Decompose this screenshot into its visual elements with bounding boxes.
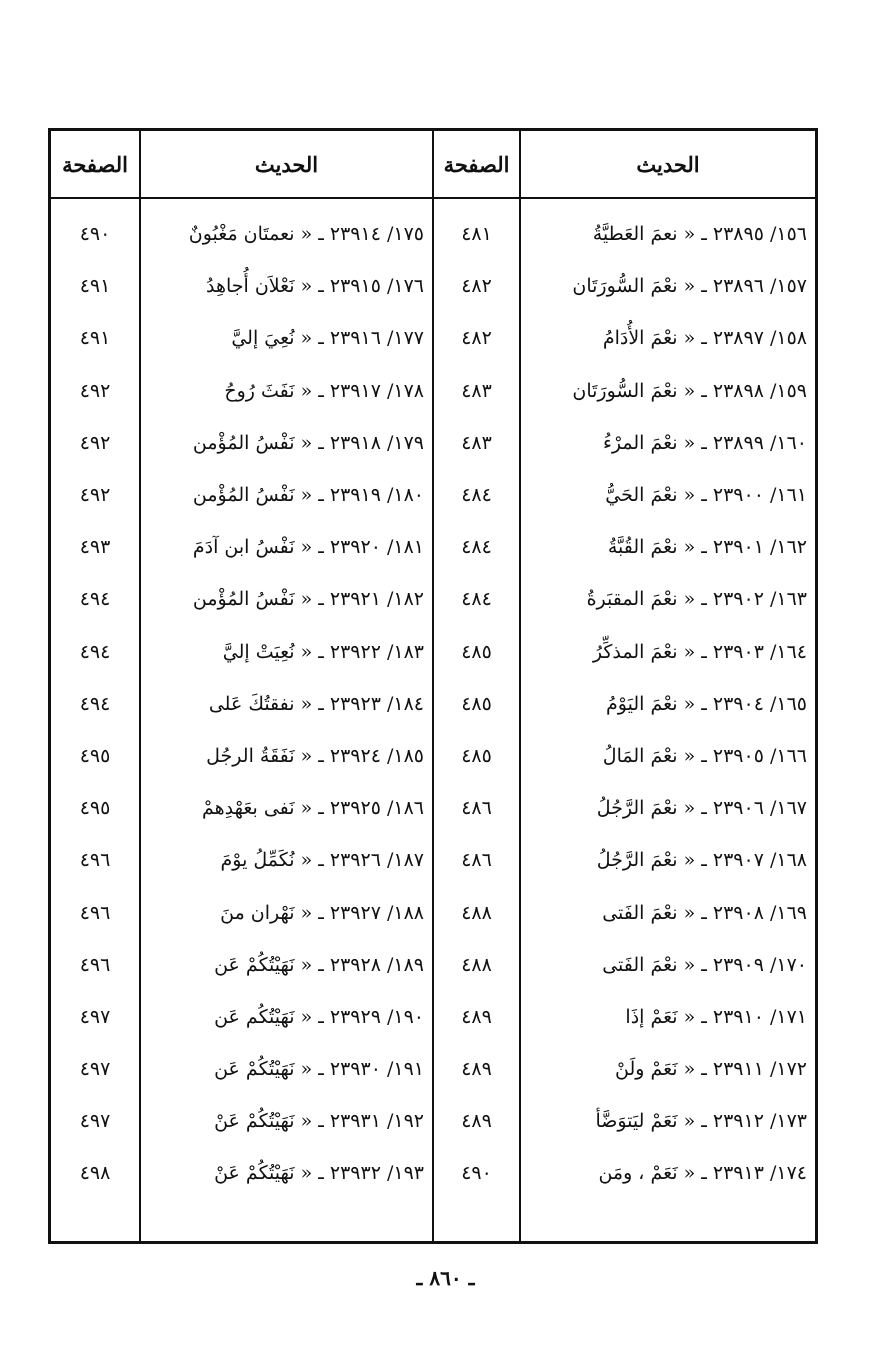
table-body bbox=[51, 208, 815, 1200]
page-left-cell bbox=[51, 208, 139, 260]
hadith-left-text: ١٧٥/ ٢٣٩١٤ ـ « نعمتَان مَغْبُونٌ bbox=[188, 223, 424, 246]
page-right-text: ٤٨٨ bbox=[461, 901, 492, 924]
page-right-text: ٤٨٢ bbox=[461, 275, 492, 298]
page-right-text: ٤٨١ bbox=[461, 223, 492, 246]
hadith-left-text: ١٧٩/ ٢٣٩١٨ ـ « نَفْسُ المُؤْمن bbox=[192, 431, 424, 454]
page-right-text: ٤٨٣ bbox=[461, 431, 492, 454]
table-row bbox=[51, 782, 815, 834]
header-page-right-label: الصفحة bbox=[443, 151, 510, 177]
page-left-text: ٤٩٥ bbox=[79, 797, 111, 820]
table-row bbox=[51, 1095, 815, 1147]
page-right-cell bbox=[434, 260, 519, 312]
page-right-cell bbox=[434, 886, 519, 938]
page-left-cell bbox=[51, 1147, 139, 1199]
page-left-text: ٤٩٨ bbox=[79, 1162, 111, 1185]
page-left-cell bbox=[51, 886, 139, 938]
header-divider bbox=[51, 197, 815, 199]
hadith-left-text: ١٨٥/ ٢٣٩٢٤ ـ « نَفَقَةُ الرجُل bbox=[206, 744, 424, 767]
table-row bbox=[51, 939, 815, 991]
page-left-cell bbox=[51, 417, 139, 469]
page-right-text: ٤٨٤ bbox=[461, 588, 492, 611]
table-row bbox=[51, 417, 815, 469]
hadith-left-text: ١٨٤/ ٢٣٩٢٣ ـ « نفقتُكَ عَلى bbox=[208, 692, 424, 715]
hadith-right-text: ١٥٩/ ٢٣٨٩٨ ـ « نعْمَ السُّورَتَان bbox=[572, 379, 807, 402]
page-right-text: ٤٨٢ bbox=[461, 327, 492, 350]
page-right-text: ٤٨٩ bbox=[461, 1058, 492, 1081]
hadith-right-cell bbox=[521, 678, 815, 730]
page-right-cell bbox=[434, 991, 519, 1043]
hadith-left-text: ١٨٨/ ٢٣٩٢٧ ـ « نَهْران منَ bbox=[220, 901, 424, 924]
page-right-cell bbox=[434, 365, 519, 417]
hadith-right-text: ١٦٦/ ٢٣٩٠٥ ـ « نعْمَ المَالُ bbox=[602, 744, 807, 767]
hadith-left-text: ١٧٦/ ٢٣٩١٥ ـ « نَعْلاَن أُجاهِدُ bbox=[205, 275, 424, 298]
hadith-left-cell bbox=[141, 208, 432, 260]
hadith-left-cell bbox=[141, 939, 432, 991]
page-left-cell bbox=[51, 678, 139, 730]
page-left-cell bbox=[51, 365, 139, 417]
hadith-right-text: ١٧٢/ ٢٣٩١١ ـ « نَعَمْ ولَنْ bbox=[615, 1058, 807, 1081]
hadith-left-cell bbox=[141, 886, 432, 938]
hadith-left-text: ١٨٦/ ٢٣٩٢٥ ـ « نَفى بعَهْدِهمْ bbox=[201, 797, 424, 820]
page-right-text: ٤٨٦ bbox=[461, 797, 492, 820]
hadith-right-text: ١٧٤/ ٢٣٩١٣ ـ « نَعَمْ ، ومَن bbox=[598, 1162, 807, 1185]
hadith-right-cell bbox=[521, 834, 815, 886]
hadith-left-cell bbox=[141, 365, 432, 417]
page-left-text: ٤٩٦ bbox=[79, 953, 111, 976]
header-page-right bbox=[434, 131, 519, 197]
hadith-right-cell bbox=[521, 730, 815, 782]
table-row bbox=[51, 469, 815, 521]
page-left-text: ٤٩٣ bbox=[79, 536, 111, 559]
hadith-left-cell bbox=[141, 991, 432, 1043]
page-right-cell bbox=[434, 521, 519, 573]
header-hadith-right-label: الحديث bbox=[636, 151, 700, 177]
page-left-text: ٤٩٤ bbox=[79, 588, 111, 611]
page-left-text: ٤٩٢ bbox=[79, 431, 111, 454]
table-row bbox=[51, 886, 815, 938]
header-hadith-left-label: الحديث bbox=[254, 151, 319, 177]
page-right-text: ٤٨٨ bbox=[461, 953, 492, 976]
hadith-left-cell bbox=[141, 678, 432, 730]
page-left-text: ٤٩١ bbox=[79, 275, 111, 298]
page-left-cell bbox=[51, 312, 139, 364]
table-row bbox=[51, 1147, 815, 1199]
hadith-left-cell bbox=[141, 260, 432, 312]
page-left-text: ٤٩٧ bbox=[79, 1058, 111, 1081]
page-right-cell bbox=[434, 730, 519, 782]
hadith-left-text: ١٧٨/ ٢٣٩١٧ ـ « نَفَثَ رُوحُ bbox=[224, 379, 424, 402]
hadith-left-cell bbox=[141, 1043, 432, 1095]
page-left-text: ٤٩٤ bbox=[79, 640, 111, 663]
hadith-left-text: ١٩١/ ٢٣٩٣٠ ـ « نَهَيْتُكُمْ عَن bbox=[214, 1058, 424, 1081]
table-row bbox=[51, 312, 815, 364]
page-right-cell bbox=[434, 1043, 519, 1095]
hadith-right-cell bbox=[521, 573, 815, 625]
table-row bbox=[51, 991, 815, 1043]
page-right-text: ٤٨٥ bbox=[461, 640, 492, 663]
page-left-text: ٤٩٦ bbox=[79, 849, 111, 872]
page-left-text: ٤٩٦ bbox=[79, 901, 111, 924]
hadith-left-cell bbox=[141, 626, 432, 678]
hadith-right-cell bbox=[521, 365, 815, 417]
hadith-left-cell bbox=[141, 417, 432, 469]
hadith-right-text: ١٧١/ ٢٣٩١٠ ـ « نَعَمْ إذَا bbox=[625, 1005, 807, 1028]
hadith-left-cell bbox=[141, 312, 432, 364]
page-right-cell bbox=[434, 573, 519, 625]
table-row bbox=[51, 260, 815, 312]
hadith-right-cell bbox=[521, 939, 815, 991]
hadith-left-cell bbox=[141, 730, 432, 782]
table-row bbox=[51, 521, 815, 573]
hadith-right-cell bbox=[521, 208, 815, 260]
header-page-left bbox=[51, 131, 139, 197]
page-right-cell bbox=[434, 1095, 519, 1147]
hadith-left-text: ١٨٩/ ٢٣٩٢٨ ـ « نَهَيْتُكُمْ عَن bbox=[214, 953, 424, 976]
index-table bbox=[48, 128, 818, 1244]
hadith-left-cell bbox=[141, 1095, 432, 1147]
hadith-right-text: ١٦٠/ ٢٣٨٩٩ ـ « نعْمَ المرْءُ bbox=[602, 431, 807, 454]
hadith-left-cell bbox=[141, 469, 432, 521]
page-right-cell bbox=[434, 834, 519, 886]
table-row bbox=[51, 573, 815, 625]
hadith-right-text: ١٧٠/ ٢٣٩٠٩ ـ « نعْمَ الفَتى bbox=[602, 953, 807, 976]
table-row bbox=[51, 1043, 815, 1095]
page-right-cell bbox=[434, 469, 519, 521]
hadith-left-cell bbox=[141, 1147, 432, 1199]
page-left-cell bbox=[51, 1043, 139, 1095]
page-left-cell bbox=[51, 1095, 139, 1147]
hadith-left-cell bbox=[141, 834, 432, 886]
page-left-cell bbox=[51, 991, 139, 1043]
page-left-cell bbox=[51, 260, 139, 312]
header-page-left-label: الصفحة bbox=[62, 151, 128, 177]
hadith-right-cell bbox=[521, 469, 815, 521]
hadith-left-text: ١٨٧/ ٢٣٩٢٦ ـ « نُكَمِّلُ يوْمَ bbox=[220, 849, 424, 872]
page-left-text: ٤٩٧ bbox=[79, 1110, 111, 1133]
hadith-left-text: ١٨٣/ ٢٣٩٢٢ ـ « نُعِيَتْ إليَّ bbox=[222, 640, 424, 663]
page-left-cell bbox=[51, 573, 139, 625]
page-right-text: ٤٨٤ bbox=[461, 484, 492, 507]
hadith-left-text: ١٨١/ ٢٣٩٢٠ ـ « نَفْسُ ابن آدَمَ bbox=[192, 536, 424, 559]
page-left-text: ٤٩٧ bbox=[79, 1005, 111, 1028]
page-left-cell bbox=[51, 782, 139, 834]
hadith-right-text: ١٥٧/ ٢٣٨٩٦ ـ « نعْمَ السُّورَتَان bbox=[572, 275, 807, 298]
page-right-cell bbox=[434, 312, 519, 364]
hadith-left-text: ١٩٣/ ٢٣٩٣٢ ـ « نَهَيْتُكُمْ عَنْ bbox=[214, 1162, 424, 1185]
hadith-left-cell bbox=[141, 782, 432, 834]
hadith-right-text: ١٥٨/ ٢٣٨٩٧ ـ « نعْمَ الأُدَامُ bbox=[602, 327, 807, 350]
page-number: ـ ٨٦٠ ـ bbox=[416, 1266, 475, 1290]
hadith-right-cell bbox=[521, 626, 815, 678]
hadith-right-text: ١٦٩/ ٢٣٩٠٨ ـ « نعْمَ الفَتى bbox=[602, 901, 807, 924]
hadith-left-cell bbox=[141, 573, 432, 625]
hadith-left-text: ١٨٢/ ٢٣٩٢١ ـ « نَفْسُ المُؤْمن bbox=[192, 588, 424, 611]
hadith-right-cell bbox=[521, 1147, 815, 1199]
page-left-cell bbox=[51, 730, 139, 782]
page-left-cell bbox=[51, 834, 139, 886]
hadith-right-cell bbox=[521, 417, 815, 469]
hadith-left-text: ١٨٠/ ٢٣٩١٩ ـ « نَفْسُ المُؤْمن bbox=[192, 484, 424, 507]
page-left-text: ٤٩١ bbox=[79, 327, 111, 350]
page-left-text: ٤٩٠ bbox=[79, 223, 111, 246]
page-right-text: ٤٨٥ bbox=[461, 692, 492, 715]
page-left-text: ٤٩٤ bbox=[79, 692, 111, 715]
hadith-right-text: ١٥٦/ ٢٣٨٩٥ ـ « نعمَ العَطيَّةُ bbox=[592, 223, 807, 246]
page-left-cell bbox=[51, 626, 139, 678]
page-left-text: ٤٩٢ bbox=[79, 379, 111, 402]
hadith-right-cell bbox=[521, 260, 815, 312]
hadith-right-text: ١٦١/ ٢٣٩٠٠ ـ « نعْمَ الحَيُّ bbox=[605, 484, 807, 507]
hadith-right-text: ١٦٣/ ٢٣٩٠٢ ـ « نعْمَ المقبَرةُ bbox=[586, 588, 807, 611]
hadith-right-text: ١٦٢/ ٢٣٩٠١ ـ « نعْمَ القُبَّةُ bbox=[607, 536, 807, 559]
hadith-right-cell bbox=[521, 312, 815, 364]
page-right-text: ٤٨٩ bbox=[461, 1110, 492, 1133]
page-right-cell bbox=[434, 939, 519, 991]
hadith-right-cell bbox=[521, 521, 815, 573]
page-right-cell bbox=[434, 678, 519, 730]
hadith-right-cell bbox=[521, 886, 815, 938]
page-right-cell bbox=[434, 1147, 519, 1199]
page-left-cell bbox=[51, 521, 139, 573]
hadith-right-cell bbox=[521, 1095, 815, 1147]
hadith-right-cell bbox=[521, 991, 815, 1043]
hadith-right-cell bbox=[521, 1043, 815, 1095]
page-left-text: ٤٩٢ bbox=[79, 484, 111, 507]
page-right-text: ٤٨٤ bbox=[461, 536, 492, 559]
page-right-cell bbox=[434, 626, 519, 678]
header-hadith-right bbox=[521, 131, 815, 197]
table-row bbox=[51, 365, 815, 417]
page-right-text: ٤٨٥ bbox=[461, 744, 492, 767]
page-right-cell bbox=[434, 417, 519, 469]
page-right-cell bbox=[434, 782, 519, 834]
table-row bbox=[51, 730, 815, 782]
page-right-text: ٤٨٩ bbox=[461, 1005, 492, 1028]
hadith-left-text: ١٩٢/ ٢٣٩٣١ ـ « نَهَيْتُكُمْ عَنْ bbox=[214, 1110, 424, 1133]
page-left-text: ٤٩٥ bbox=[79, 744, 111, 767]
page-left-cell bbox=[51, 939, 139, 991]
hadith-left-cell bbox=[141, 521, 432, 573]
page-right-text: ٤٩٠ bbox=[461, 1162, 492, 1185]
hadith-right-text: ١٧٣/ ٢٣٩١٢ ـ « نَعَمْ ليَتوَضَّأ bbox=[595, 1110, 807, 1133]
page-right-cell bbox=[434, 208, 519, 260]
hadith-right-text: ١٦٥/ ٢٣٩٠٤ ـ « نعْمَ اليَوْمُ bbox=[606, 692, 807, 715]
page-left-cell bbox=[51, 469, 139, 521]
hadith-left-text: ١٧٧/ ٢٣٩١٦ ـ « نُعِيَ إليَّ bbox=[231, 327, 424, 350]
table-row bbox=[51, 678, 815, 730]
page-right-text: ٤٨٦ bbox=[461, 849, 492, 872]
table-row bbox=[51, 834, 815, 886]
hadith-right-text: ١٦٧/ ٢٣٩٠٦ ـ « نعْمَ الرَّجُلُ bbox=[596, 797, 807, 820]
hadith-right-text: ١٦٨/ ٢٣٩٠٧ ـ « نعْمَ الرَّجُلُ bbox=[596, 849, 807, 872]
table-row bbox=[51, 208, 815, 260]
hadith-left-text: ١٩٠/ ٢٣٩٢٩ ـ « نَهَيْتُكُم عَن bbox=[214, 1005, 424, 1028]
hadith-right-text: ١٦٤/ ٢٣٩٠٣ ـ « نعْمَ المذكِّرُ bbox=[592, 640, 807, 663]
table-row bbox=[51, 626, 815, 678]
hadith-right-cell bbox=[521, 782, 815, 834]
page-right-text: ٤٨٣ bbox=[461, 379, 492, 402]
header-hadith-left bbox=[141, 131, 432, 197]
